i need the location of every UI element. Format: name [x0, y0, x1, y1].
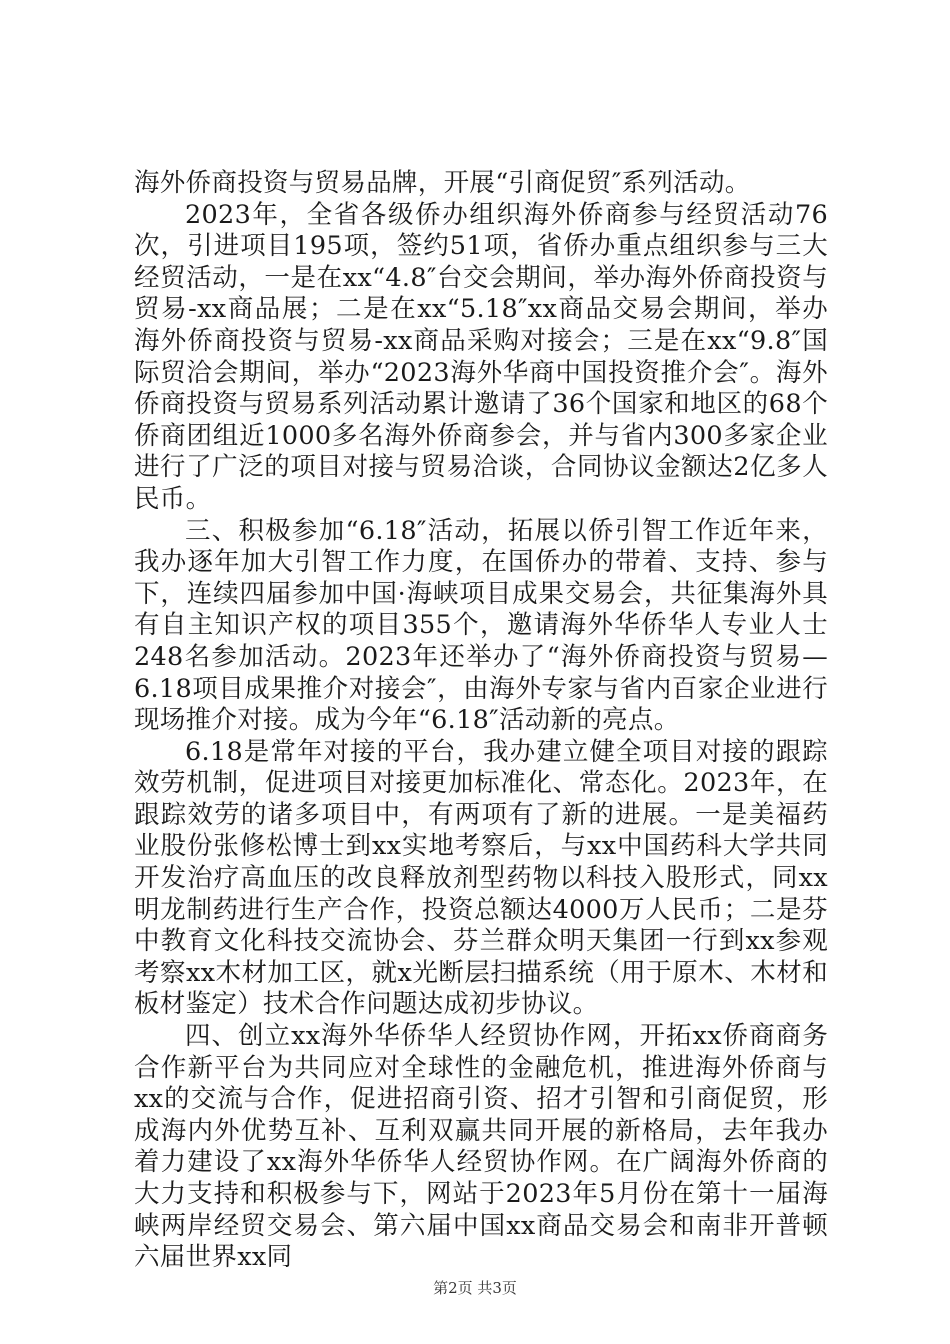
paragraph-section-four: 四、创立xx海外华侨华人经贸协作网，开拓xx侨商商务合作新平台为共同应对全球性的金融危机，推进海外侨商与xx的交流与合作，促进招商引资、招才引智和引商促贸，形成海内外优势互补、互利双赢共同开展的新格局，去年我办着力建设了xx海外华侨华人经贸协作网。在广阔海外侨商的大力支持和积极参与下，网站于2023年5月份在第十一届海峡两岸经贸交易会、第六届中国xx商品交易会和南非开普顿六届世界xx同	[134, 1021, 828, 1273]
page-footer: 第2页 共3页	[433, 1279, 517, 1297]
paragraph-economic-activities: 2023年，全省各级侨办组织海外侨商参与经贸活动76次，引进项目195项，签约51项，省侨办重点组织参与三大经贸活动，一是在xx“4.8″台交会期间，举办海外侨商投资与贸易-xx商品展；二是在xx“5.18″xx商品交易会期间，举办海外侨商投资与贸易-xx商品采购对接会；三是在xx“9.8″国际贸洽会期间，举办“2023海外华商中国投资推介会″。海外侨商投资与贸易系列活动累计邀请了36个国家和地区的68个侨商团组近1000多名海外侨商参会，并与省内300多家企业进行了广泛的项目对接与贸易洽谈，合同协议金额达2亿多人民币。	[134, 199, 828, 514]
document-body	[134, 168, 828, 1274]
paragraph-continuation: 海外侨商投资与贸易品牌，开展“引商促贸″系列活动。	[134, 168, 751, 198]
paragraph-section-three: 三、积极参加“6.18″活动，拓展以侨引智工作近年来，我办逐年加大引智工作力度，在国侨办的带着、支持、参与下，连续四届参加中国·海峡项目成果交易会，共征集海外具有自主知识产权的项目355个，邀请海外华侨华人专业人士248名参加活动。2023年还举办了“海外侨商投资与贸易—6.18项目成果推介对接会″，由海外专家与省内百家企业进行现场推介对接。成为今年“6.18″活动新的亮点。	[134, 515, 828, 736]
paragraph-project-tracking: 6.18是常年对接的平台，我办建立健全项目对接的跟踪效劳机制，促进项目对接更加标准化、常态化。2023年，在跟踪效劳的诸多项目中，有两项有了新的进展。一是美福药业股份张修松博士到xx实地考察后，与xx中国药科大学共同开发治疗高血压的改良释放剂型药物以科技入股形式，同xx明龙制药进行生产合作，投资总额达4000万人民币；二是芬中教育文化科技交流协会、芬兰群众明天集团一行到xx参观考察xx木材加工区，就x光断层扫描系统（用于原木、木材和板材鉴定）技术合作问题达成初步协议。	[134, 736, 828, 1020]
